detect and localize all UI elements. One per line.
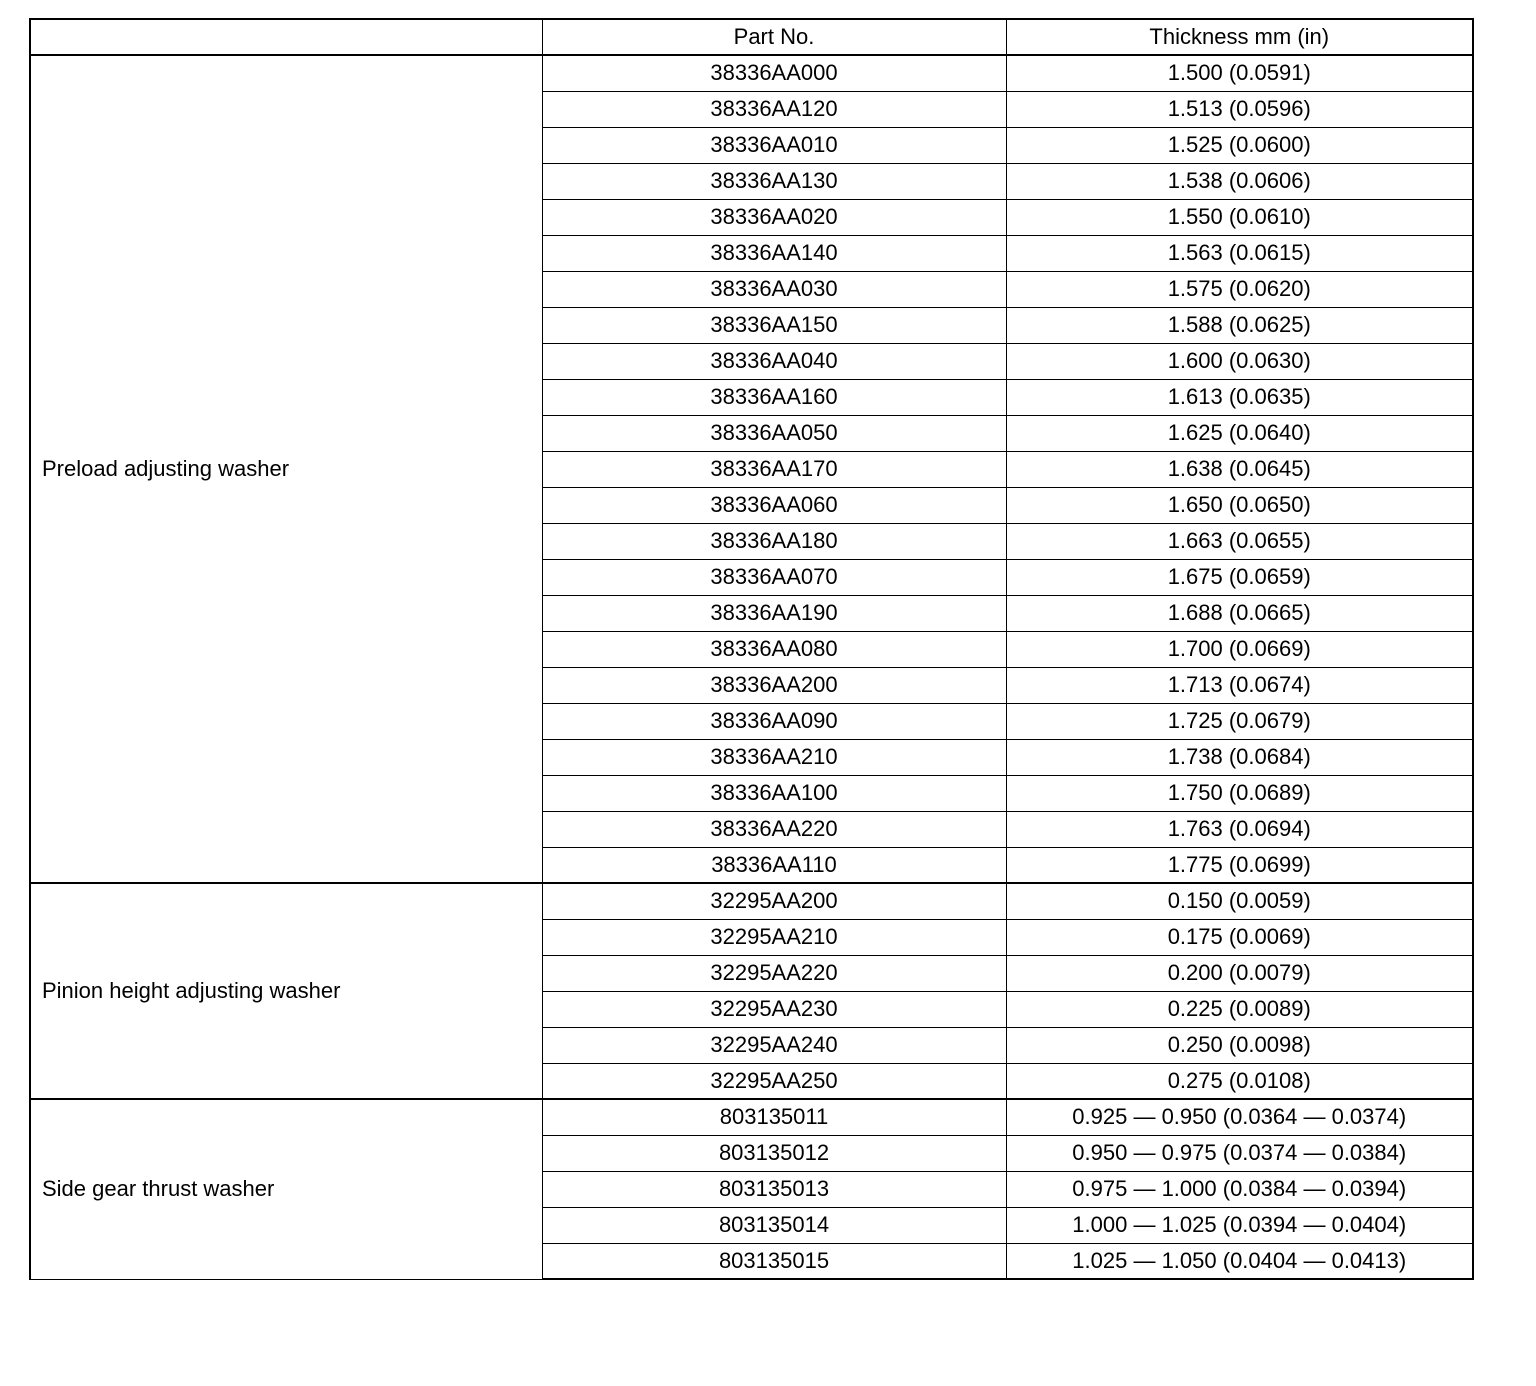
group-label: Preload adjusting washer bbox=[30, 55, 542, 883]
part-number-cell: 32295AA240 bbox=[542, 1027, 1006, 1063]
group-label: Pinion height adjusting washer bbox=[30, 883, 542, 1099]
thickness-cell: 0.150 (0.0059) bbox=[1006, 883, 1473, 919]
thickness-cell: 0.950 — 0.975 (0.0374 — 0.0384) bbox=[1006, 1135, 1473, 1171]
part-number-cell: 38336AA070 bbox=[542, 559, 1006, 595]
part-number-cell: 38336AA170 bbox=[542, 451, 1006, 487]
thickness-cell: 0.275 (0.0108) bbox=[1006, 1063, 1473, 1099]
thickness-cell: 1.700 (0.0669) bbox=[1006, 631, 1473, 667]
thickness-cell: 1.725 (0.0679) bbox=[1006, 703, 1473, 739]
thickness-cell: 1.625 (0.0640) bbox=[1006, 415, 1473, 451]
part-number-cell: 32295AA220 bbox=[542, 955, 1006, 991]
group-label: Side gear thrust washer bbox=[30, 1099, 542, 1279]
thickness-cell: 1.550 (0.0610) bbox=[1006, 199, 1473, 235]
thickness-cell: 1.538 (0.0606) bbox=[1006, 163, 1473, 199]
part-number-cell: 32295AA200 bbox=[542, 883, 1006, 919]
part-number-cell: 38336AA010 bbox=[542, 127, 1006, 163]
thickness-cell: 1.575 (0.0620) bbox=[1006, 271, 1473, 307]
part-number-cell: 38336AA110 bbox=[542, 847, 1006, 883]
part-number-cell: 38336AA050 bbox=[542, 415, 1006, 451]
thickness-cell: 0.250 (0.0098) bbox=[1006, 1027, 1473, 1063]
part-number-cell: 38336AA220 bbox=[542, 811, 1006, 847]
part-number-cell: 32295AA230 bbox=[542, 991, 1006, 1027]
thickness-cell: 0.925 — 0.950 (0.0364 — 0.0374) bbox=[1006, 1099, 1473, 1135]
part-number-cell: 803135011 bbox=[542, 1099, 1006, 1135]
thickness-cell: 0.175 (0.0069) bbox=[1006, 919, 1473, 955]
part-number-cell: 38336AA180 bbox=[542, 523, 1006, 559]
thickness-cell: 1.650 (0.0650) bbox=[1006, 487, 1473, 523]
part-number-cell: 803135014 bbox=[542, 1207, 1006, 1243]
thickness-cell: 1.613 (0.0635) bbox=[1006, 379, 1473, 415]
part-number-cell: 38336AA120 bbox=[542, 91, 1006, 127]
part-number-cell: 38336AA200 bbox=[542, 667, 1006, 703]
thickness-cell: 0.225 (0.0089) bbox=[1006, 991, 1473, 1027]
thickness-cell: 1.713 (0.0674) bbox=[1006, 667, 1473, 703]
thickness-cell: 1.000 — 1.025 (0.0394 — 0.0404) bbox=[1006, 1207, 1473, 1243]
part-number-cell: 38336AA160 bbox=[542, 379, 1006, 415]
thickness-cell: 1.500 (0.0591) bbox=[1006, 55, 1473, 91]
table-row bbox=[30, 883, 1473, 919]
part-number-cell: 38336AA000 bbox=[542, 55, 1006, 91]
part-number-cell: 38336AA020 bbox=[542, 199, 1006, 235]
part-number-cell: 38336AA080 bbox=[542, 631, 1006, 667]
thickness-cell: 0.200 (0.0079) bbox=[1006, 955, 1473, 991]
part-number-cell: 38336AA030 bbox=[542, 271, 1006, 307]
table-row bbox=[30, 55, 1473, 91]
thickness-cell: 1.025 — 1.050 (0.0404 — 0.0413) bbox=[1006, 1243, 1473, 1279]
thickness-cell: 1.525 (0.0600) bbox=[1006, 127, 1473, 163]
thickness-cell: 0.975 — 1.000 (0.0384 — 0.0394) bbox=[1006, 1171, 1473, 1207]
header-thickness: Thickness mm (in) bbox=[1006, 19, 1473, 55]
table-row bbox=[30, 1099, 1473, 1135]
part-number-cell: 803135013 bbox=[542, 1171, 1006, 1207]
header-item-column bbox=[30, 19, 542, 55]
part-number-cell: 38336AA210 bbox=[542, 739, 1006, 775]
table-header-row bbox=[30, 19, 1473, 55]
thickness-cell: 1.600 (0.0630) bbox=[1006, 343, 1473, 379]
table-body bbox=[30, 55, 1473, 1279]
part-number-cell: 32295AA250 bbox=[542, 1063, 1006, 1099]
thickness-cell: 1.638 (0.0645) bbox=[1006, 451, 1473, 487]
part-number-cell: 38336AA100 bbox=[542, 775, 1006, 811]
thickness-cell: 1.675 (0.0659) bbox=[1006, 559, 1473, 595]
part-number-cell: 803135012 bbox=[542, 1135, 1006, 1171]
thickness-cell: 1.763 (0.0694) bbox=[1006, 811, 1473, 847]
part-number-cell: 38336AA090 bbox=[542, 703, 1006, 739]
part-number-cell: 38336AA150 bbox=[542, 307, 1006, 343]
thickness-cell: 1.663 (0.0655) bbox=[1006, 523, 1473, 559]
part-number-cell: 38336AA140 bbox=[542, 235, 1006, 271]
washer-spec-table bbox=[29, 18, 1474, 1280]
part-number-cell: 38336AA190 bbox=[542, 595, 1006, 631]
thickness-cell: 1.688 (0.0665) bbox=[1006, 595, 1473, 631]
thickness-cell: 1.750 (0.0689) bbox=[1006, 775, 1473, 811]
thickness-cell: 1.563 (0.0615) bbox=[1006, 235, 1473, 271]
thickness-cell: 1.513 (0.0596) bbox=[1006, 91, 1473, 127]
header-part-number: Part No. bbox=[542, 19, 1006, 55]
thickness-cell: 1.775 (0.0699) bbox=[1006, 847, 1473, 883]
thickness-cell: 1.588 (0.0625) bbox=[1006, 307, 1473, 343]
part-number-cell: 803135015 bbox=[542, 1243, 1006, 1279]
part-number-cell: 38336AA040 bbox=[542, 343, 1006, 379]
part-number-cell: 38336AA060 bbox=[542, 487, 1006, 523]
part-number-cell: 38336AA130 bbox=[542, 163, 1006, 199]
part-number-cell: 32295AA210 bbox=[542, 919, 1006, 955]
thickness-cell: 1.738 (0.0684) bbox=[1006, 739, 1473, 775]
